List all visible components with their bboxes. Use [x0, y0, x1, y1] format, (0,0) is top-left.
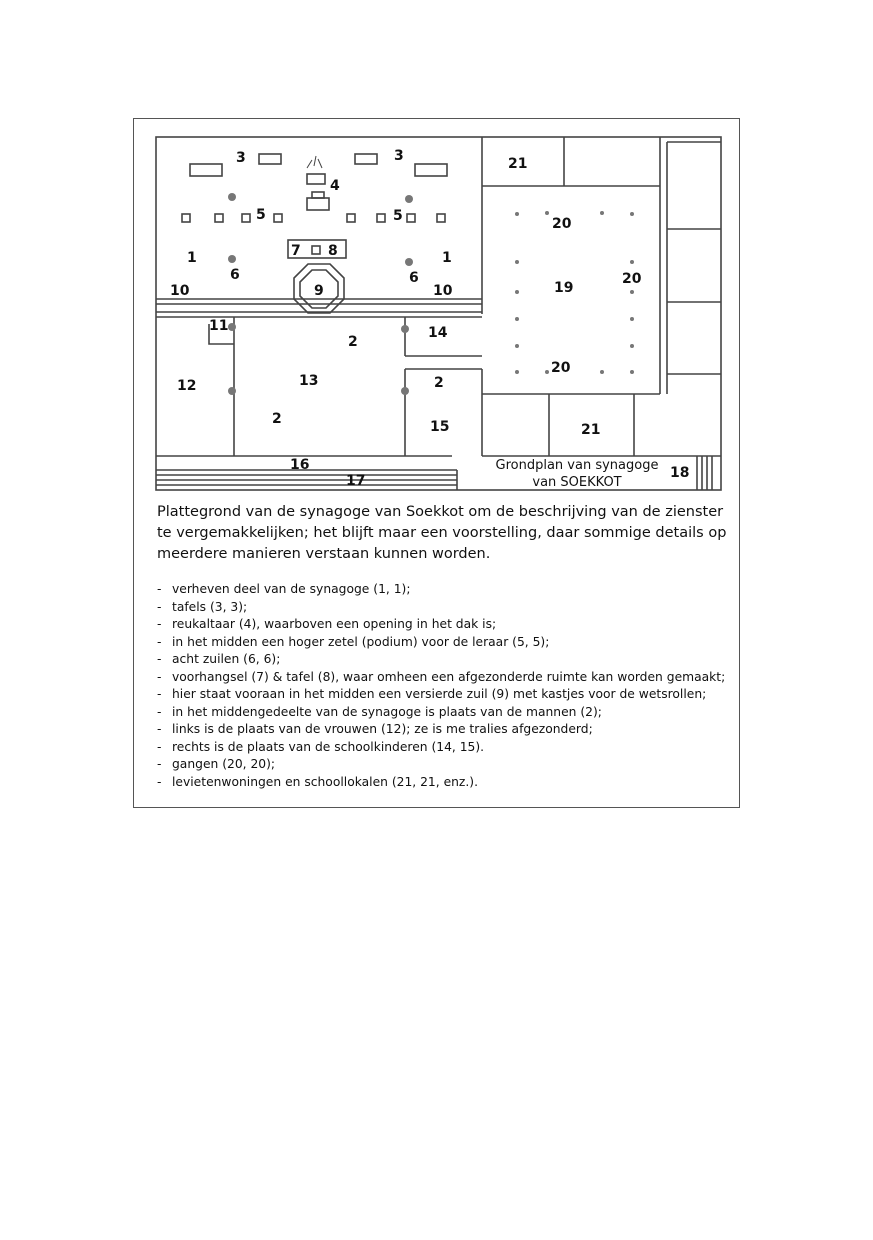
legend-dash: - [157, 617, 162, 631]
legend-item [157, 686, 732, 704]
seat [407, 214, 415, 222]
column [405, 195, 413, 203]
legend-text: hier staat vooraan in het midden een versierde zuil (9) met kastjes voor de wetsrollen; [172, 687, 707, 701]
legend-item [157, 634, 732, 652]
room-number: 20 [622, 271, 642, 287]
column [515, 260, 519, 264]
legend-dash: - [157, 652, 162, 666]
room-number: 7 [291, 243, 301, 259]
column [228, 255, 236, 263]
column [401, 387, 409, 395]
legend-text: acht zuilen (6, 6); [172, 652, 281, 666]
legend-dash: - [157, 599, 162, 614]
room-number: 3 [236, 150, 246, 166]
legend-list [157, 581, 732, 791]
room-number: 10 [433, 283, 453, 299]
room-number: 2 [434, 375, 444, 391]
plan-caption-line1: Grondplan van synagoge [495, 458, 659, 473]
room-number: 20 [552, 216, 572, 232]
legend-dash: - [157, 634, 162, 649]
seat [347, 214, 355, 222]
legend-dash: - [157, 687, 162, 701]
plan-caption-line2: van SOEKKOT [532, 475, 622, 490]
legend-text: reukaltaar (4), waarboven een opening in het dak is; [172, 617, 497, 631]
column [228, 387, 236, 395]
room-number: 19 [554, 280, 574, 296]
seat [377, 214, 385, 222]
column [630, 370, 634, 374]
legend-dash: - [157, 722, 162, 736]
room-number: 16 [290, 457, 310, 473]
legend-item [157, 756, 732, 774]
room-number: 8 [328, 243, 338, 259]
table [259, 154, 281, 164]
column [401, 325, 409, 333]
room-number: 20 [551, 360, 571, 376]
column [630, 317, 634, 321]
column [515, 344, 519, 348]
room-number: 17 [346, 473, 366, 489]
legend-item [157, 704, 732, 722]
column [405, 258, 413, 266]
column [515, 290, 519, 294]
column [515, 317, 519, 321]
column [630, 212, 634, 216]
legend-item [157, 581, 732, 599]
room-number: 1 [187, 250, 197, 266]
table [355, 154, 377, 164]
room-number: 10 [170, 283, 190, 299]
legend-text: in het middengedeelte van de synagoge is plaats van de mannen (2); [172, 704, 602, 719]
legend-item [157, 616, 732, 634]
legend-dash: - [157, 757, 162, 771]
legend-text: links is de plaats van de vrouwen (12); ze is me tralies afgezonderd; [172, 722, 593, 736]
legend-item [157, 651, 732, 669]
room-number: 1 [442, 250, 452, 266]
column [630, 290, 634, 294]
room-number: 14 [428, 325, 448, 341]
room-number: 9 [314, 283, 324, 299]
column [228, 193, 236, 201]
legend-item [157, 739, 732, 757]
room-number: 6 [230, 267, 240, 283]
floor-plan [152, 134, 727, 496]
legend-text: gangen (20, 20); [172, 757, 276, 771]
seat [215, 214, 223, 222]
column [600, 370, 604, 374]
room-number: 5 [393, 208, 403, 224]
legend-item [157, 774, 732, 792]
podium [312, 192, 324, 198]
column [630, 344, 634, 348]
legend-dash: - [157, 704, 162, 719]
room-number: 2 [272, 411, 282, 427]
column [515, 212, 519, 216]
legend-item [157, 599, 732, 617]
seat [437, 214, 445, 222]
room-number: 18 [670, 465, 690, 481]
room-number: 15 [430, 419, 450, 435]
plan-outline [156, 137, 721, 490]
seat [182, 214, 190, 222]
column [600, 211, 604, 215]
table [415, 164, 447, 176]
legend-dash: - [157, 669, 162, 684]
room-number: 4 [330, 178, 340, 194]
legend-text: levietenwoningen en schoollokalen (21, 21, enz.). [172, 774, 478, 789]
room-number: 13 [299, 373, 319, 389]
room-number: 2 [348, 334, 358, 350]
altar [307, 174, 325, 184]
legend-dash: - [157, 774, 162, 789]
legend-text: voorhangsel (7) & tafel (8), waar omheen een afgezonderde ruimte kan worden gemaakt; [172, 669, 726, 684]
room-number: 21 [508, 156, 528, 172]
legend-dash: - [157, 582, 162, 596]
room-number: 11 [209, 318, 229, 334]
column [515, 370, 519, 374]
legend-text: rechts is de plaats van de schoolkinderen (14, 15). [172, 739, 485, 754]
seat [242, 214, 250, 222]
column [228, 323, 236, 331]
legend-dash: - [157, 739, 162, 754]
legend-item [157, 721, 732, 739]
legend-text: in het midden een hoger zetel (podium) voor de leraar (5, 5); [172, 634, 550, 649]
seat [274, 214, 282, 222]
altar-smoke [307, 156, 322, 168]
room-number: 21 [581, 422, 601, 438]
room-number: 5 [256, 207, 266, 223]
table [190, 164, 222, 176]
legend-text: tafels (3, 3); [172, 599, 248, 614]
room-number: 6 [409, 270, 419, 286]
room-number: 3 [394, 148, 404, 164]
column [545, 370, 549, 374]
description-paragraph: Plattegrond van de synagoge van Soekkot om de beschrijving van de zienster te vergemakkelijken; het blijft maar een voorstelling, daar sommige details op meerdere manieren verstaan kunnen worden. [157, 504, 727, 562]
legend-item [157, 669, 732, 687]
seat [312, 246, 320, 254]
podium [307, 198, 329, 210]
column [545, 211, 549, 215]
legend-text: verheven deel van de synagoge (1, 1); [172, 582, 411, 596]
column [630, 260, 634, 264]
room-number: 12 [177, 378, 197, 394]
